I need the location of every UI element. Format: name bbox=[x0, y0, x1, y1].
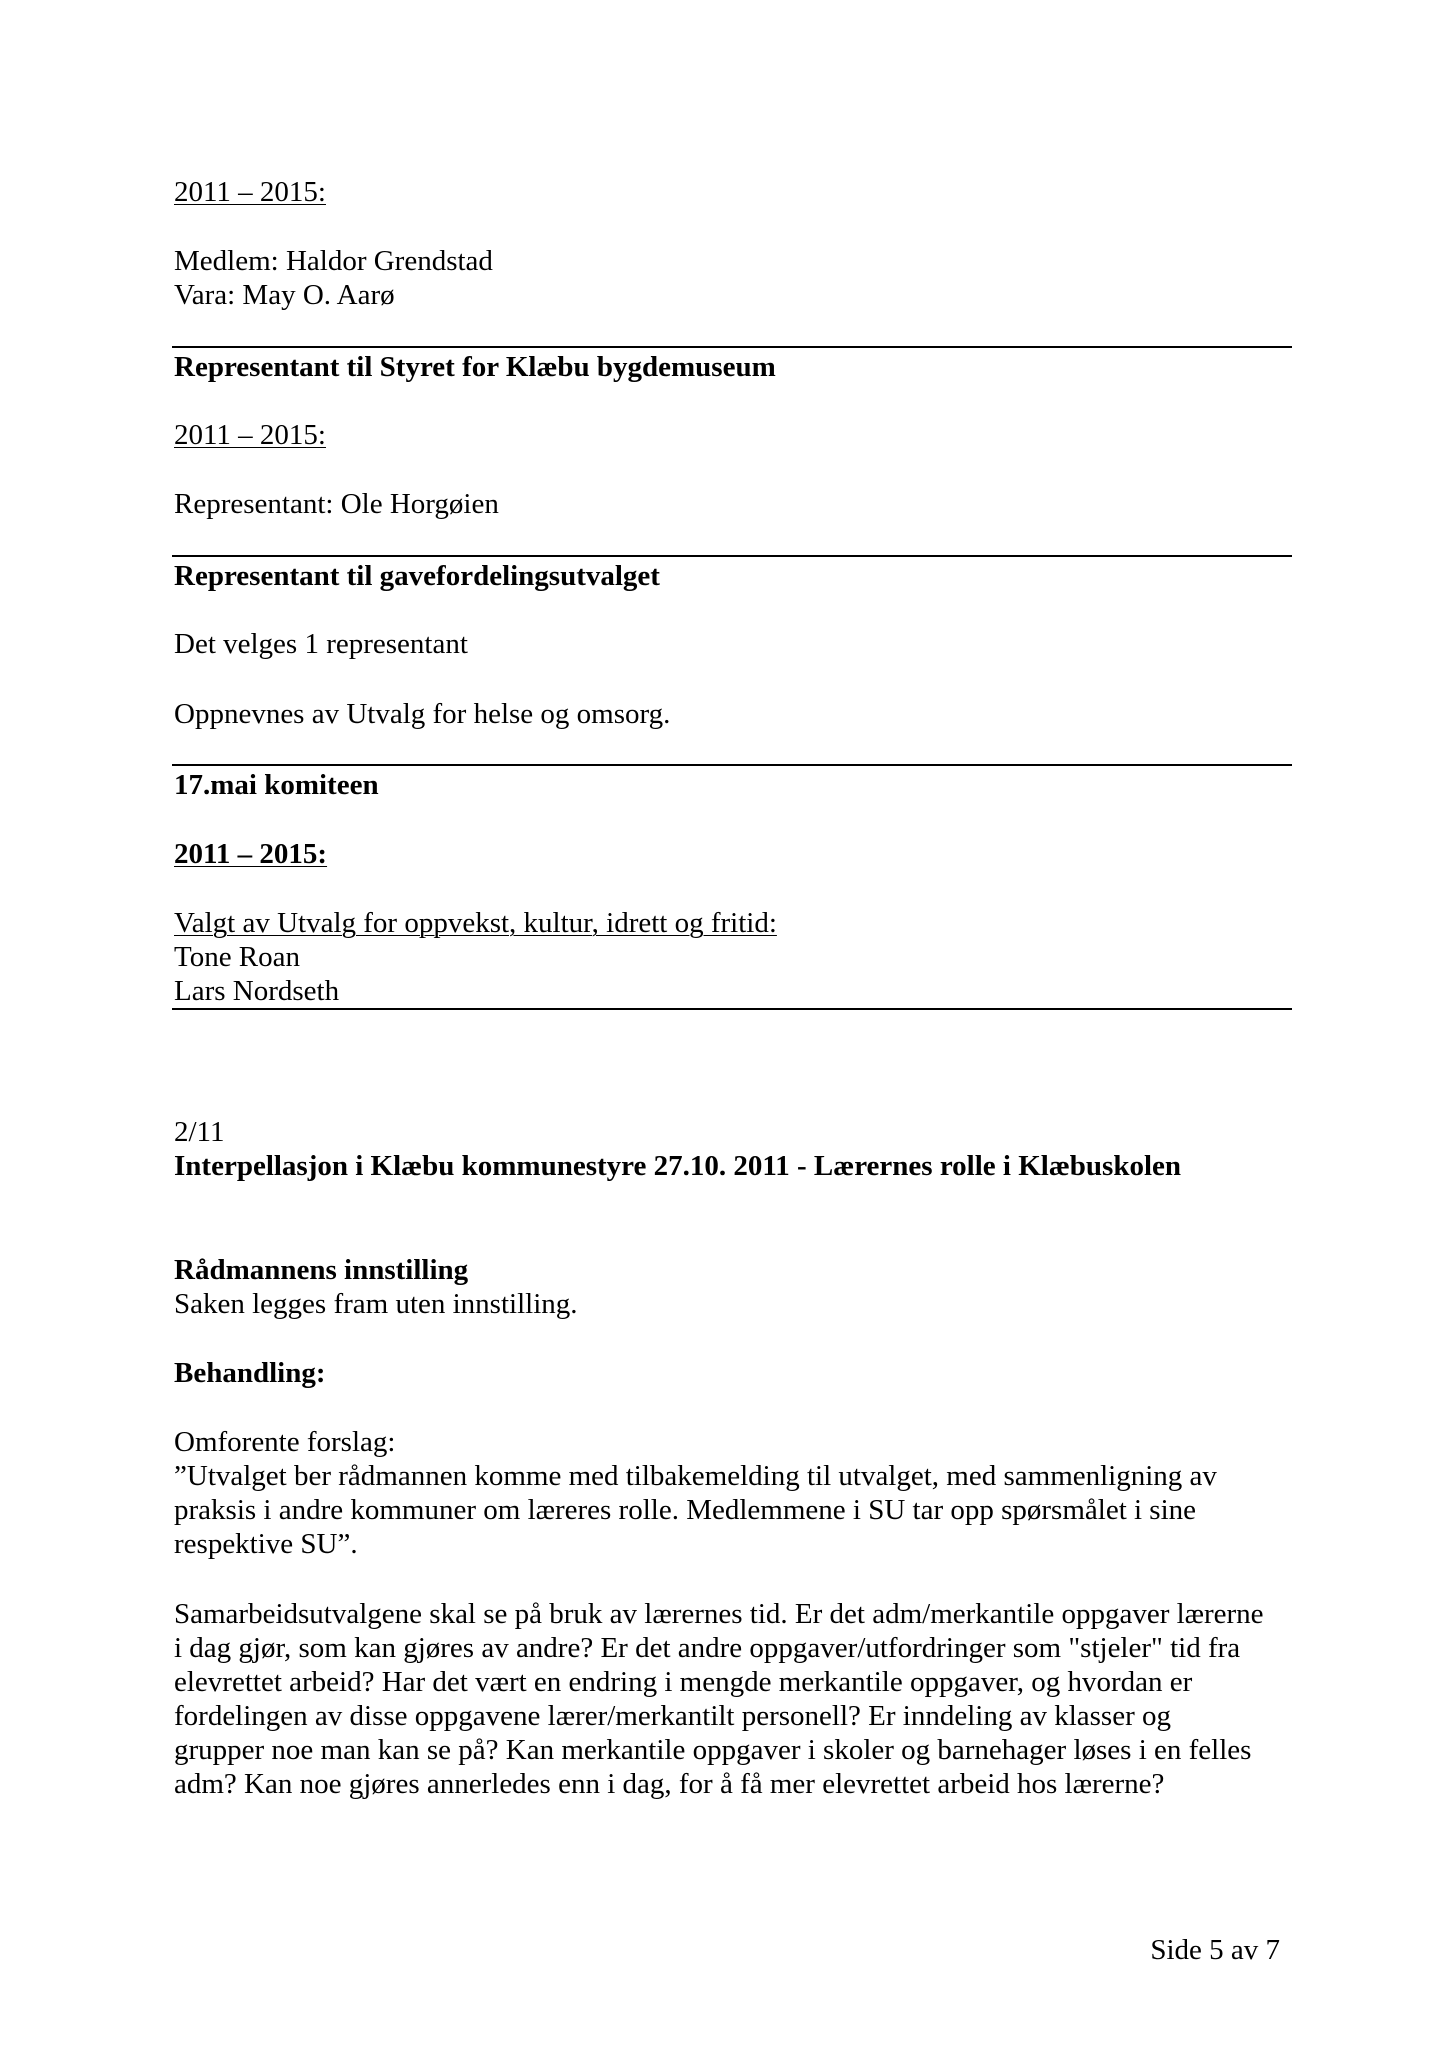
recommendation-text: Saken legges fram uten innstilling. bbox=[174, 1288, 578, 1320]
member-line: Medlem: Haldor Grendstad bbox=[174, 245, 493, 277]
section-heading-17mai: 17.mai komiteen bbox=[174, 769, 379, 801]
member-name: Lars Nordseth bbox=[174, 975, 340, 1007]
period-label: 2011 – 2015: bbox=[174, 176, 326, 208]
case-title: Interpellasjon i Klæbu kommunestyre 27.10. 2011 - Lærernes rolle i Klæbuskolen bbox=[174, 1150, 1181, 1182]
section-divider bbox=[172, 555, 1292, 557]
proposal-line: ”Utvalget ber rådmannen komme med tilbakemelding til utvalget, med sammenligning av bbox=[174, 1460, 1217, 1492]
page-number: Side 5 av 7 bbox=[1150, 1934, 1280, 1966]
case-number: 2/11 bbox=[174, 1116, 225, 1148]
period-label: 2011 – 2015: bbox=[174, 838, 328, 870]
representative-line: Representant: Ole Horgøien bbox=[174, 488, 499, 520]
member-name: Tone Roan bbox=[174, 941, 301, 973]
section-heading-gavefordeling: Representant til gavefordelingsutvalget bbox=[174, 560, 660, 592]
period-label: 2011 – 2015: bbox=[174, 419, 326, 451]
section-divider bbox=[172, 346, 1292, 348]
proposal-line: praksis i andre kommuner om læreres rolle. Medlemmene i SU tar opp spørsmålet i sine bbox=[174, 1494, 1197, 1526]
body-line: grupper noe man kan se på? Kan merkantile oppgaver i skoler og barnehager løses i en felles bbox=[174, 1734, 1252, 1766]
body-line: elevrettet arbeid? Har det vært en endring i mengde merkantile oppgaver, og hvordan er bbox=[174, 1666, 1193, 1698]
body-line: fordelingen av disse oppgavene lærer/merkantilt personell? Er inndeling av klasser og bbox=[174, 1700, 1171, 1732]
section-heading-bygdemuseum: Representant til Styret for Klæbu bygdemuseum bbox=[174, 351, 776, 383]
appointed-by-line: Oppnevnes av Utvalg for helse og omsorg. bbox=[174, 698, 671, 730]
deputy-line: Vara: May O. Aarø bbox=[174, 279, 395, 311]
processing-heading: Behandling: bbox=[174, 1357, 326, 1389]
chosen-by-line: Valgt av Utvalg for oppvekst, kultur, idrett og fritid: bbox=[174, 907, 777, 939]
recommendation-heading: Rådmannens innstilling bbox=[174, 1254, 469, 1286]
representative-count-line: Det velges 1 representant bbox=[174, 628, 468, 660]
section-divider bbox=[172, 764, 1292, 766]
proposal-line: respektive SU”. bbox=[174, 1528, 358, 1560]
section-divider bbox=[172, 1008, 1292, 1010]
proposal-label: Omforente forslag: bbox=[174, 1426, 396, 1458]
body-line: i dag gjør, som kan gjøres av andre? Er det andre oppgaver/utfordringer som "stjeler" tid fra bbox=[174, 1632, 1241, 1664]
body-line: adm? Kan noe gjøres annerledes enn i dag, for å få mer elevrettet arbeid hos lærerne? bbox=[174, 1768, 1165, 1800]
body-line: Samarbeidsutvalgene skal se på bruk av lærernes tid. Er det adm/merkantile oppgaver lærerne bbox=[174, 1598, 1264, 1630]
